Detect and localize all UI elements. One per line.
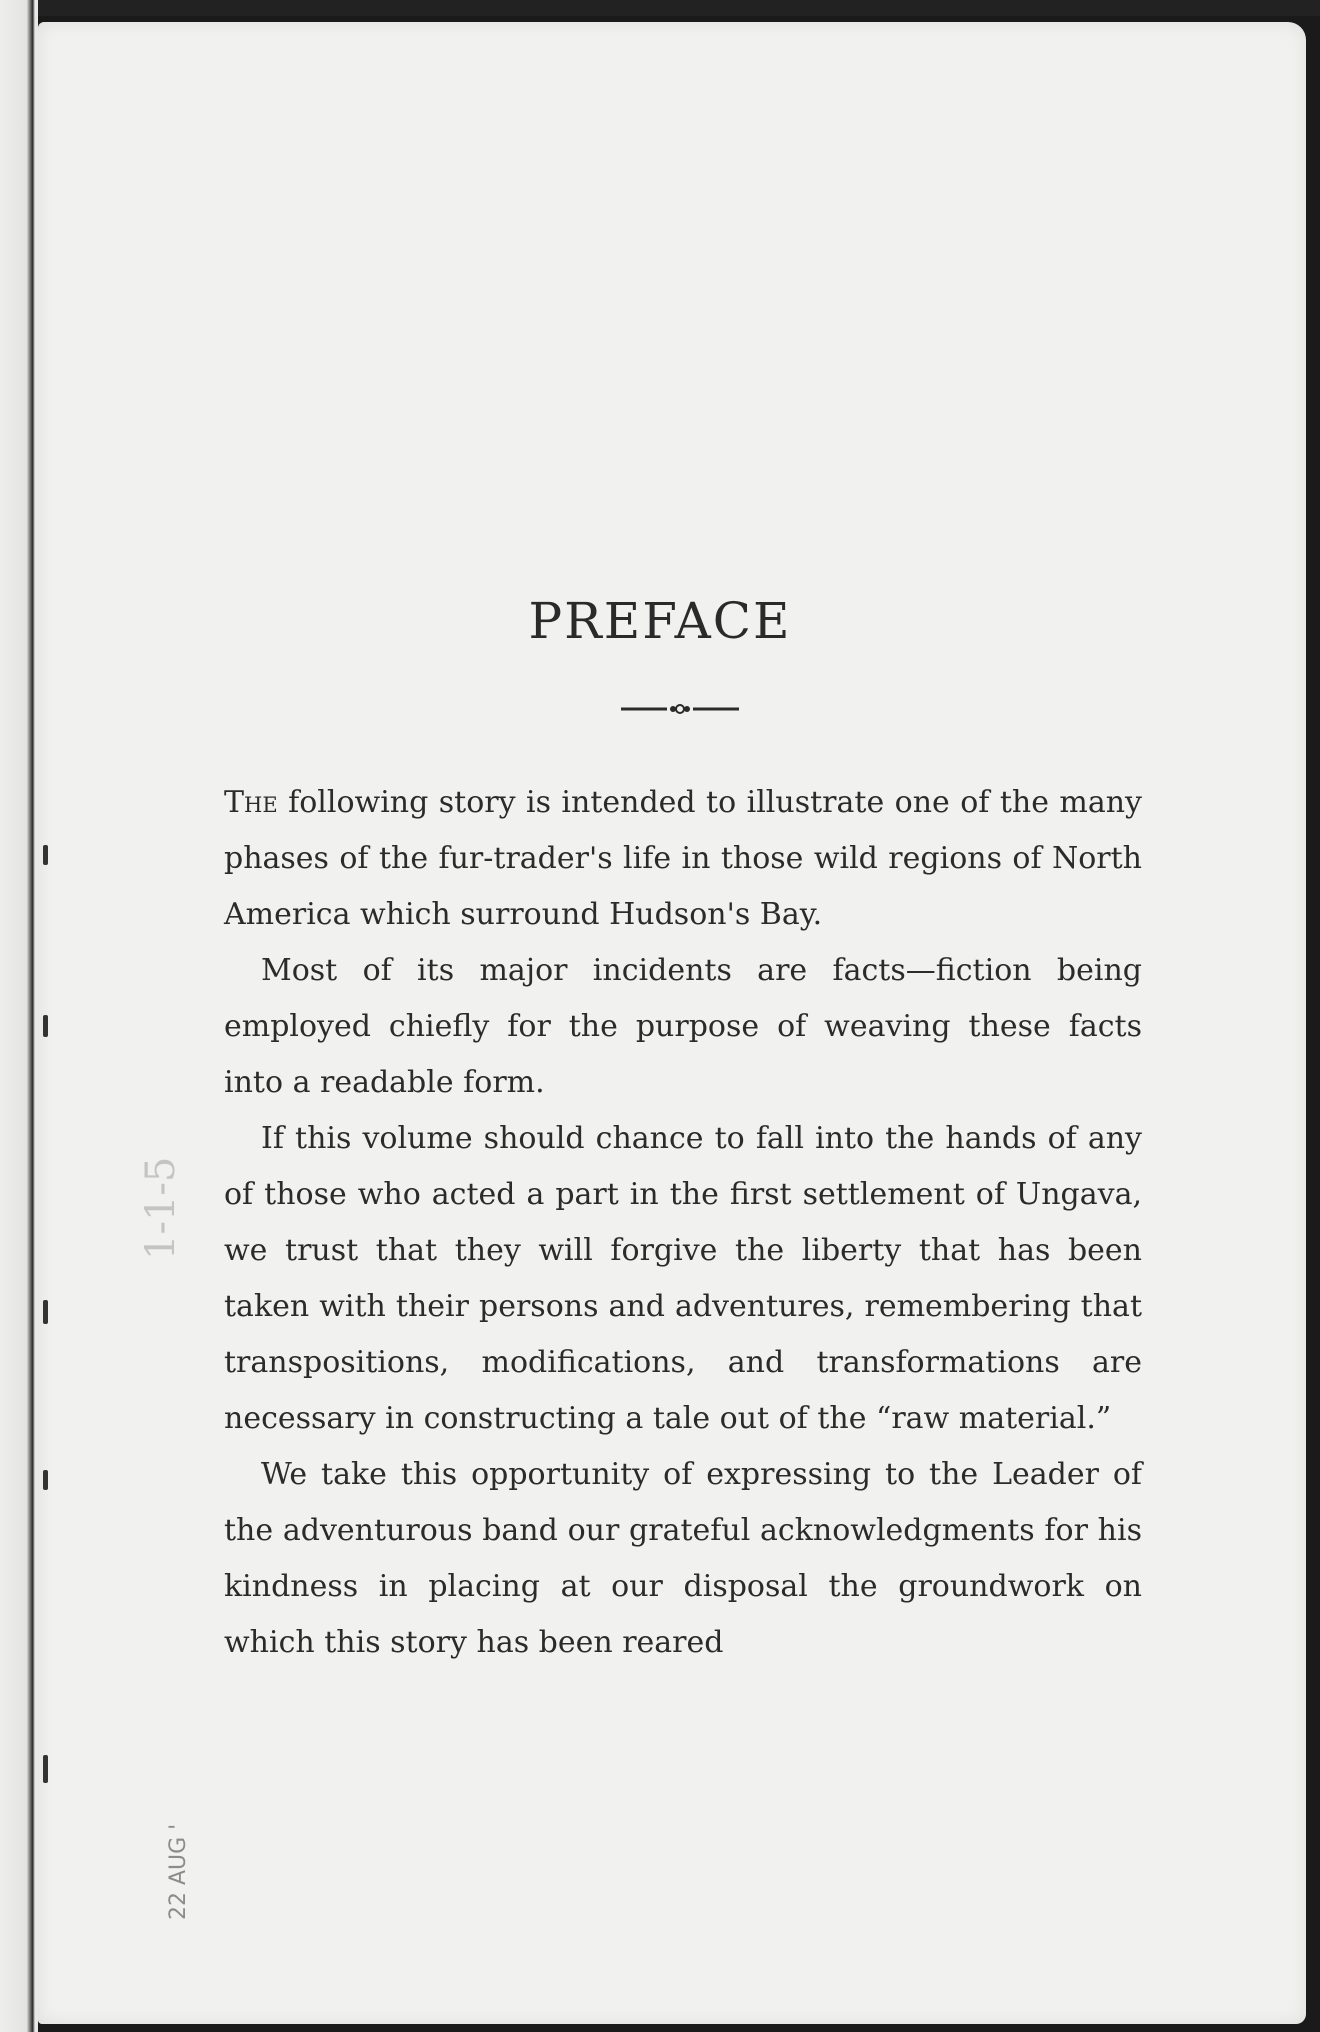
paragraph [224, 943, 1142, 1111]
paragraph [224, 775, 1142, 943]
gutter-mark [43, 845, 48, 865]
gutter-mark [43, 1300, 48, 1324]
book-spine-edge [0, 0, 38, 2032]
ornament-divider-icon [621, 697, 739, 721]
preface-body [224, 775, 1142, 1671]
date-stamp: 22 AUG ' [166, 1823, 191, 1920]
gutter-mark [43, 1015, 48, 1037]
gutter-mark [43, 1470, 48, 1490]
gutter-mark [43, 1755, 48, 1783]
paragraph-text: If this volume should chance to fall into the hands of any of those who acted a part in the first settlement of Ungava, we trust that they will forgive the liberty that has been taken with their persons and adventures, remembering that transpositions, modifications, and transformations are necessary in constructing a tale out of the “raw material.” [224, 1121, 1142, 1436]
margin-handwriting: 1-1-5 [138, 1156, 184, 1260]
paragraph-text: following story is intended to illustrate one of the many phases of the fur-trader's life in those wild regions of North America which surround Hudson's Bay. [224, 785, 1142, 932]
paragraph-text: Most of its major incidents are facts—fiction being employed chiefly for the purpose of weaving these facts into a readable form. [224, 953, 1142, 1100]
paragraph [224, 1447, 1142, 1671]
lead-word: The [224, 785, 278, 820]
paragraph [224, 1111, 1142, 1447]
scan-top-edge [0, 0, 1320, 16]
page-title: PREFACE [528, 592, 792, 650]
paragraph-text: We take this opportunity of expressing to the Leader of the adventurous band our grateful acknowledgments for his kindness in placing at our disposal the groundwork on which this story has been reared [224, 1457, 1142, 1660]
